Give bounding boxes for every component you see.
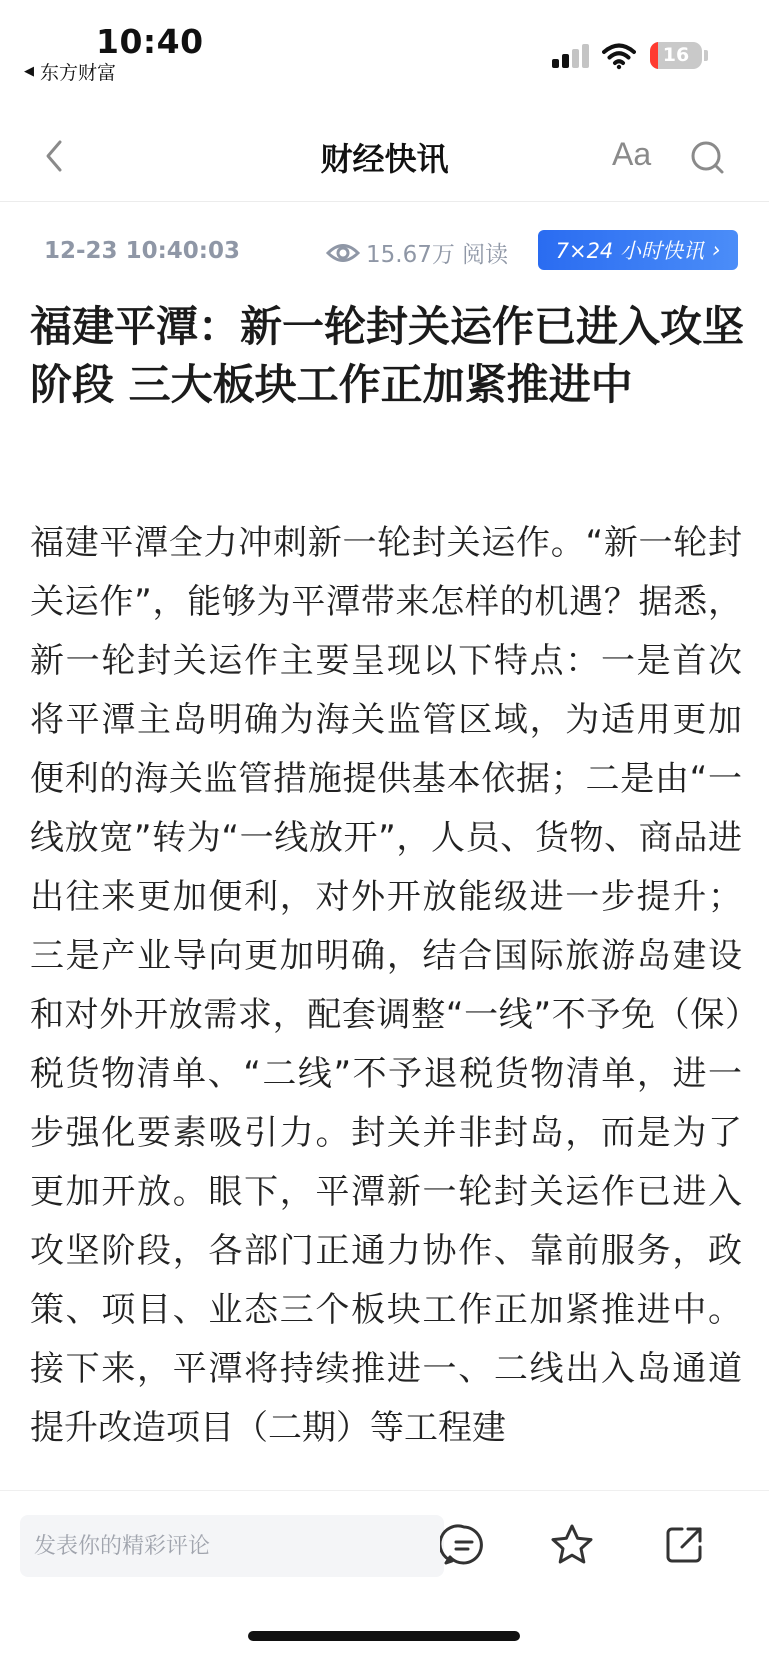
font-size-button[interactable]: Aa [612, 136, 652, 172]
view-count [326, 236, 508, 269]
back-app-label: 东方财富 [40, 62, 117, 84]
battery-level: 16 [662, 44, 690, 66]
wifi-icon [602, 42, 636, 70]
article-meta [0, 228, 769, 274]
star-icon[interactable] [548, 1521, 596, 1569]
page-title: 财经快讯 [320, 140, 449, 178]
chevron-right-icon: › [711, 238, 721, 262]
status-time: 10:40 [96, 22, 204, 61]
back-triangle-icon: ◀ [24, 64, 34, 79]
view-count-label: 15.67万 阅读 [366, 242, 509, 268]
badge-label: 7×24 小时快讯 [555, 239, 704, 263]
article-headline: 福建平潭：新一轮封关运作已进入攻坚阶段 三大板块工作正加紧推进中 [30, 302, 745, 409]
home-indicator[interactable] [248, 1631, 520, 1641]
comment-icon[interactable] [440, 1521, 488, 1569]
share-icon[interactable] [660, 1521, 708, 1569]
status-bar [0, 0, 769, 100]
battery-icon [650, 42, 702, 69]
publish-date: 12-23 10:40:03 [44, 238, 240, 264]
back-to-app-link[interactable] [24, 58, 116, 85]
article-body: 福建平潭全力冲刺新一轮封关运作。“新一轮封关运作”，能够为平潭带来怎样的机遇？据悉，新一轮封关运作主要呈现以下特点：一是首次将平潭主岛明确为海关监管区域，为适用更加便利的海关监管措施提供基本依据；二是由“一线放宽”转为“一线放开”，人员、货物、商品进出往来更加便利，对外开放能级进一步提升；三是产业导向更加明确，结合国际旅游岛建设和对外开放需求，配套调整“一线”不予免（保）税货物清单、“二线”不予退税货物清单，进一步强化要素吸引力。封关并非封岛，而是为了更加开放。眼下，平潭新一轮封关运作已进入攻坚阶段，各部门正通力协作、靠前服务，政策、项目、业态三个板块工作正加紧推进中。接下来，平潭将持续推进一、二线出入岛通道提升改造项目（二期）等工程建 [30, 523, 742, 1448]
nav-bar [0, 112, 769, 202]
cellular-signal-icon [552, 44, 590, 68]
battery-cap [704, 50, 708, 61]
bottom-action-bar [0, 1490, 769, 1665]
eye-icon [326, 240, 360, 266]
comment-input[interactable] [20, 1515, 444, 1577]
news-feed-badge-button[interactable] [538, 230, 738, 270]
search-icon[interactable] [688, 138, 728, 178]
